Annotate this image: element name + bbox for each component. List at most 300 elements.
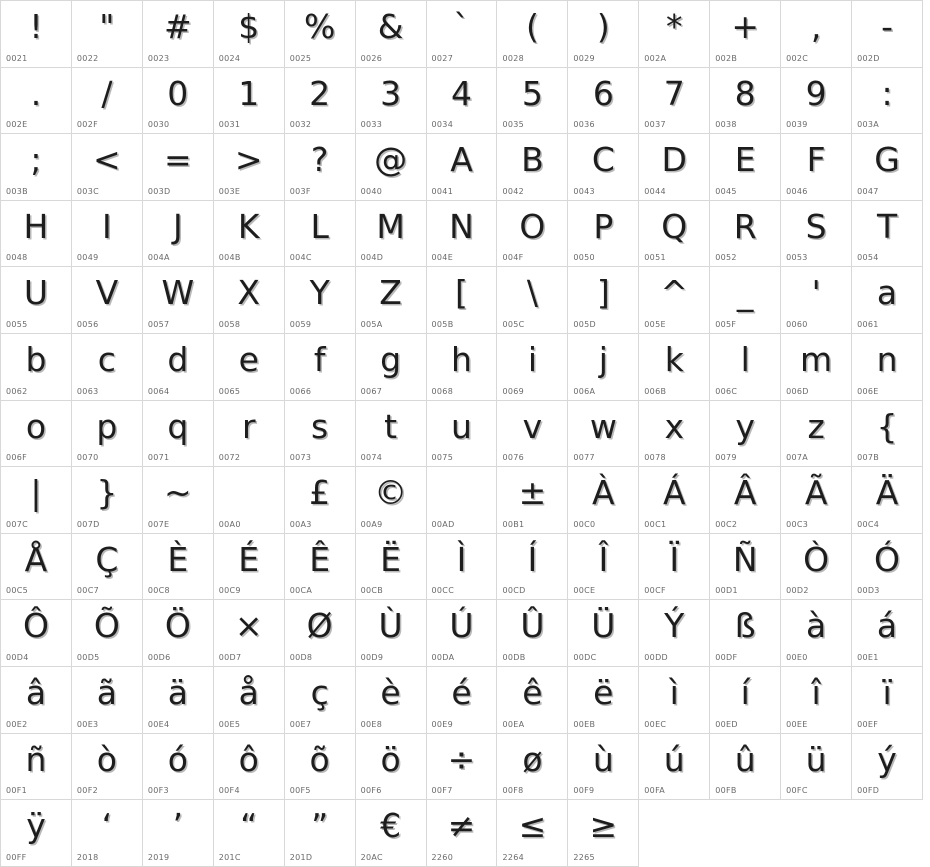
glyph-cell[interactable] (568, 401, 639, 468)
glyph-codepoint: 0030 (147, 120, 170, 130)
glyph-character: P (593, 206, 614, 246)
glyph-cell[interactable] (356, 68, 427, 135)
glyph-cell[interactable] (781, 68, 852, 135)
glyph-character: : (881, 73, 893, 113)
glyph-cell[interactable] (639, 600, 710, 667)
glyph-cell[interactable] (568, 467, 639, 534)
glyph-cell[interactable] (781, 467, 852, 534)
glyph-cell[interactable] (214, 467, 285, 534)
glyph-cell[interactable] (214, 401, 285, 468)
glyph-character: 4 (450, 73, 472, 113)
glyph-cell[interactable] (497, 334, 568, 401)
glyph-codepoint: 2264 (502, 852, 525, 862)
glyph-cell[interactable] (1, 800, 72, 867)
glyph-character: Ó (874, 539, 901, 579)
glyph-cell[interactable] (568, 201, 639, 268)
glyph-codepoint: 2019 (147, 852, 170, 862)
glyph-cell[interactable] (852, 734, 923, 801)
glyph-codepoint: 00D4 (6, 652, 29, 662)
glyph-cell[interactable] (781, 401, 852, 468)
glyph-cell[interactable] (852, 134, 923, 201)
glyph-cell[interactable] (427, 800, 498, 867)
glyph-cell[interactable] (852, 667, 923, 734)
glyph-cell[interactable] (72, 534, 143, 601)
glyph-cell[interactable] (1, 667, 72, 734)
glyph-cell[interactable] (710, 401, 781, 468)
glyph-cell[interactable] (356, 534, 427, 601)
glyph-codepoint: 20AC (360, 852, 383, 862)
glyph-character: 0 (167, 73, 189, 113)
glyph-codepoint: 00A3 (289, 519, 312, 529)
glyph-codepoint: 0075 (431, 453, 454, 463)
glyph-cell[interactable] (781, 134, 852, 201)
glyph-codepoint: 00E9 (431, 719, 454, 729)
glyph-cell[interactable] (710, 134, 781, 201)
glyph-codepoint: 0061 (857, 319, 879, 329)
glyph-codepoint: 00F5 (289, 786, 311, 796)
glyph-character: é (451, 672, 472, 712)
glyph-codepoint: 00C4 (857, 519, 880, 529)
glyph-cell[interactable] (568, 334, 639, 401)
glyph-codepoint: 00EA (502, 719, 525, 729)
glyph-codepoint: 00E7 (289, 719, 312, 729)
glyph-character: W (161, 273, 195, 313)
glyph-character: 3 (380, 73, 402, 113)
glyph-character: ± (518, 473, 547, 513)
glyph-cell[interactable] (497, 134, 568, 201)
glyph-cell[interactable] (710, 534, 781, 601)
glyph-character: { (876, 406, 898, 446)
glyph-codepoint: 005B (431, 319, 454, 329)
glyph-character: q (167, 406, 189, 446)
glyph-cell[interactable] (639, 467, 710, 534)
glyph-cell[interactable] (356, 1, 427, 68)
glyph-character: 5 (521, 73, 543, 113)
glyph-cell[interactable] (214, 1, 285, 68)
glyph-cell[interactable] (214, 600, 285, 667)
glyph-cell[interactable] (356, 267, 427, 334)
glyph-character: ß (734, 606, 756, 646)
glyph-cell[interactable] (214, 800, 285, 867)
glyph-cell[interactable] (427, 334, 498, 401)
glyph-cell[interactable] (427, 134, 498, 201)
glyph-character: b (25, 339, 47, 379)
glyph-cell[interactable] (639, 667, 710, 734)
glyph-cell[interactable] (781, 334, 852, 401)
glyph-cell[interactable] (356, 667, 427, 734)
glyph-codepoint: 00F8 (502, 786, 524, 796)
glyph-character: O (519, 206, 546, 246)
glyph-cell[interactable] (710, 667, 781, 734)
glyph-codepoint: 00D6 (147, 652, 171, 662)
glyph-cell[interactable] (1, 534, 72, 601)
glyph-character: T (876, 206, 898, 246)
glyph-codepoint: 0038 (715, 120, 737, 130)
glyph-cell[interactable] (143, 734, 214, 801)
glyph-cell[interactable] (143, 201, 214, 268)
glyph-character: $ (238, 7, 260, 46)
glyph-cell[interactable] (427, 667, 498, 734)
glyph-cell[interactable] (568, 534, 639, 601)
glyph-cell[interactable] (781, 734, 852, 801)
glyph-cell[interactable] (852, 267, 923, 334)
glyph-cell[interactable] (568, 267, 639, 334)
glyph-cell[interactable] (285, 734, 356, 801)
glyph-cell[interactable] (427, 734, 498, 801)
glyph-cell[interactable] (781, 600, 852, 667)
glyph-codepoint: 2265 (573, 852, 595, 862)
glyph-codepoint: 00C2 (715, 519, 738, 529)
glyph-cell[interactable] (285, 334, 356, 401)
glyph-character: G (874, 140, 900, 180)
glyph-codepoint: 00FA (644, 786, 666, 796)
glyph-cell[interactable] (214, 667, 285, 734)
glyph-codepoint: 00E4 (147, 719, 170, 729)
glyph-cell[interactable] (852, 334, 923, 401)
glyph-character: t (384, 406, 398, 446)
glyph-codepoint: 0021 (6, 53, 28, 63)
glyph-codepoint: 003F (289, 186, 311, 196)
glyph-cell[interactable] (710, 467, 781, 534)
glyph-codepoint: 00ED (715, 719, 738, 729)
glyph-cell[interactable] (1, 267, 72, 334)
glyph-character: Û (520, 606, 545, 646)
glyph-character: ã (96, 672, 117, 712)
glyph-codepoint: 002A (644, 53, 667, 63)
glyph-character: o (25, 406, 47, 446)
glyph-cell[interactable] (639, 68, 710, 135)
glyph-cell[interactable] (852, 534, 923, 601)
glyph-character: Â (733, 473, 757, 513)
glyph-codepoint: 004B (218, 253, 241, 263)
glyph-character: ~ (163, 473, 192, 513)
glyph-codepoint: 00CD (502, 586, 526, 596)
glyph-codepoint: 0054 (857, 253, 879, 263)
glyph-character: V (95, 273, 119, 313)
glyph-cell[interactable] (427, 68, 498, 135)
glyph-cell[interactable] (143, 1, 214, 68)
glyph-character: Á (662, 473, 686, 513)
glyph-cell[interactable] (497, 734, 568, 801)
glyph-character: õ (309, 739, 330, 779)
glyph-cell[interactable] (143, 600, 214, 667)
glyph-codepoint: 0047 (857, 186, 879, 196)
glyph-cell[interactable] (639, 334, 710, 401)
glyph-cell[interactable] (852, 1, 923, 68)
glyph-cell[interactable] (781, 1, 852, 68)
glyph-character: m (800, 339, 833, 379)
glyph-cell[interactable] (710, 1, 781, 68)
glyph-codepoint: 00A9 (360, 519, 383, 529)
glyph-character: " (99, 7, 115, 46)
glyph-codepoint: 0022 (76, 53, 99, 63)
glyph-character: 9 (805, 73, 827, 113)
glyph-cell[interactable] (356, 201, 427, 268)
glyph-cell[interactable] (214, 201, 285, 268)
glyph-cell[interactable] (852, 467, 923, 534)
glyph-character: L (310, 206, 329, 246)
glyph-cell[interactable] (356, 800, 427, 867)
glyph-cell[interactable] (852, 401, 923, 468)
glyph-codepoint: 007B (857, 453, 880, 463)
glyph-cell[interactable] (143, 68, 214, 135)
glyph-codepoint: 0034 (431, 120, 454, 130)
glyph-character: ÷ (447, 739, 476, 779)
glyph-cell[interactable] (497, 1, 568, 68)
glyph-cell[interactable] (639, 1, 710, 68)
glyph-cell[interactable] (1, 467, 72, 534)
glyph-cell[interactable] (497, 800, 568, 867)
glyph-codepoint: 00CA (289, 586, 313, 596)
glyph-cell[interactable] (285, 201, 356, 268)
glyph-codepoint: 00D2 (786, 586, 809, 596)
glyph-cell[interactable] (497, 667, 568, 734)
glyph-cell[interactable] (214, 267, 285, 334)
glyph-cell[interactable] (497, 600, 568, 667)
glyph-cell[interactable] (1, 734, 72, 801)
glyph-codepoint: 00E5 (218, 719, 241, 729)
glyph-cell[interactable] (427, 401, 498, 468)
glyph-codepoint: 006D (786, 386, 809, 396)
glyph-character: | (30, 473, 42, 513)
glyph-codepoint: 00DD (644, 652, 668, 662)
glyph-cell[interactable] (1, 1, 72, 68)
glyph-character: e (238, 339, 259, 379)
glyph-cell[interactable] (497, 267, 568, 334)
glyph-cell[interactable] (497, 467, 568, 534)
glyph-cell[interactable] (72, 467, 143, 534)
glyph-character: 6 (592, 73, 614, 113)
glyph-character: Ò (803, 539, 830, 579)
glyph-cell[interactable] (1, 201, 72, 268)
glyph-cell[interactable] (427, 534, 498, 601)
glyph-cell[interactable] (568, 1, 639, 68)
glyph-cell[interactable] (568, 68, 639, 135)
glyph-cell[interactable] (781, 201, 852, 268)
glyph-cell[interactable] (639, 134, 710, 201)
glyph-cell[interactable] (710, 334, 781, 401)
glyph-character: Q (661, 206, 688, 246)
glyph-cell[interactable] (143, 401, 214, 468)
glyph-cell[interactable] (497, 68, 568, 135)
glyph-character: 7 (663, 73, 685, 113)
glyph-cell[interactable] (72, 201, 143, 268)
glyph-cell[interactable] (427, 201, 498, 268)
glyph-cell[interactable] (427, 600, 498, 667)
glyph-codepoint: 0026 (360, 53, 383, 63)
glyph-cell[interactable] (568, 667, 639, 734)
glyph-cell[interactable] (639, 201, 710, 268)
glyph-character: F (806, 140, 826, 180)
glyph-codepoint: 005F (715, 319, 737, 329)
glyph-cell[interactable] (143, 800, 214, 867)
glyph-cell[interactable] (568, 734, 639, 801)
glyph-cell[interactable] (72, 1, 143, 68)
glyph-character: h (451, 339, 472, 379)
glyph-character: Ü (591, 606, 616, 646)
glyph-cell[interactable] (710, 201, 781, 268)
glyph-character: ; (30, 140, 42, 180)
glyph-character: Å (24, 539, 48, 579)
glyph-character: ” (311, 806, 329, 846)
glyph-cell[interactable] (143, 667, 214, 734)
glyph-cell[interactable] (72, 667, 143, 734)
glyph-codepoint: 0067 (360, 386, 383, 396)
glyph-codepoint: 0041 (431, 186, 454, 196)
glyph-cell[interactable] (427, 1, 498, 68)
glyph-cell[interactable] (214, 734, 285, 801)
glyph-cell[interactable] (285, 68, 356, 135)
glyph-character: 1 (238, 73, 260, 113)
glyph-character: ù (592, 739, 614, 779)
glyph-cell[interactable] (497, 401, 568, 468)
glyph-cell[interactable] (72, 401, 143, 468)
glyph-codepoint: 003C (76, 186, 99, 196)
glyph-cell[interactable] (356, 467, 427, 534)
glyph-cell[interactable] (72, 334, 143, 401)
glyph-cell[interactable] (285, 800, 356, 867)
glyph-codepoint: 201D (289, 852, 313, 862)
glyph-cell[interactable] (568, 134, 639, 201)
glyph-cell[interactable] (72, 800, 143, 867)
glyph-cell[interactable] (214, 534, 285, 601)
glyph-cell[interactable] (781, 667, 852, 734)
glyph-codepoint: 0031 (218, 120, 241, 130)
glyph-cell[interactable] (1, 334, 72, 401)
glyph-codepoint: 00F4 (218, 786, 240, 796)
glyph-codepoint: 00C5 (6, 586, 29, 596)
glyph-character: c (97, 339, 116, 379)
glyph-cell[interactable] (710, 600, 781, 667)
glyph-character: E (734, 140, 756, 180)
glyph-cell[interactable] (285, 467, 356, 534)
glyph-codepoint: 003A (857, 120, 880, 130)
glyph-codepoint: 00F1 (6, 786, 28, 796)
glyph-codepoint: 0053 (786, 253, 808, 263)
glyph-character: Ç (95, 539, 119, 579)
glyph-cell[interactable] (781, 267, 852, 334)
glyph-codepoint: 00DC (573, 652, 597, 662)
glyph-character: M (376, 206, 405, 246)
glyph-cell[interactable] (1, 68, 72, 135)
glyph-cell[interactable] (1, 600, 72, 667)
glyph-codepoint: 0068 (431, 386, 454, 396)
glyph-codepoint: 0052 (715, 253, 737, 263)
glyph-codepoint: 004C (289, 253, 312, 263)
glyph-cell[interactable] (214, 134, 285, 201)
glyph-cell[interactable] (852, 68, 923, 135)
glyph-character: ê (522, 672, 543, 712)
glyph-cell[interactable] (427, 267, 498, 334)
glyph-cell[interactable] (781, 534, 852, 601)
glyph-codepoint: 00FB (715, 786, 737, 796)
glyph-cell[interactable] (356, 600, 427, 667)
glyph-cell[interactable] (72, 68, 143, 135)
glyph-cell[interactable] (356, 134, 427, 201)
glyph-cell[interactable] (710, 68, 781, 135)
glyph-character: _ (736, 273, 754, 313)
glyph-cell[interactable] (568, 800, 639, 867)
glyph-cell[interactable] (497, 534, 568, 601)
glyph-cell[interactable] (639, 401, 710, 468)
glyph-cell[interactable] (214, 68, 285, 135)
glyph-character: X (237, 273, 261, 313)
glyph-codepoint: 0058 (218, 319, 241, 329)
glyph-character: z (807, 406, 825, 446)
glyph-codepoint: 0051 (644, 253, 666, 263)
glyph-character: Ì (456, 539, 467, 579)
glyph-codepoint: 0064 (147, 386, 170, 396)
glyph-codepoint: 004F (502, 253, 524, 263)
glyph-cell[interactable] (710, 267, 781, 334)
glyph-character (427, 473, 497, 513)
glyph-cell[interactable] (143, 134, 214, 201)
glyph-character: w (589, 406, 617, 446)
glyph-cell[interactable] (639, 267, 710, 334)
glyph-cell[interactable] (497, 201, 568, 268)
glyph-cell[interactable] (285, 534, 356, 601)
glyph-cell[interactable] (72, 267, 143, 334)
glyph-character: % (303, 7, 336, 46)
glyph-codepoint: 007E (147, 519, 170, 529)
glyph-cell[interactable] (852, 201, 923, 268)
glyph-codepoint: 006C (715, 386, 738, 396)
glyph-cell[interactable] (639, 734, 710, 801)
glyph-cell[interactable] (285, 267, 356, 334)
glyph-codepoint: 0078 (644, 453, 666, 463)
glyph-codepoint: 00FC (786, 786, 808, 796)
glyph-cell[interactable] (710, 734, 781, 801)
glyph-character: Ù (378, 606, 403, 646)
glyph-cell[interactable] (143, 267, 214, 334)
glyph-cell[interactable] (852, 600, 923, 667)
glyph-codepoint: 2260 (431, 852, 454, 862)
glyph-cell[interactable] (285, 134, 356, 201)
glyph-cell[interactable] (72, 600, 143, 667)
glyph-cell[interactable] (285, 600, 356, 667)
glyph-cell[interactable] (143, 534, 214, 601)
glyph-cell[interactable] (143, 334, 214, 401)
glyph-cell[interactable] (356, 334, 427, 401)
glyph-character: å (238, 672, 259, 712)
glyph-codepoint: 0036 (573, 120, 595, 130)
glyph-cell[interactable] (356, 734, 427, 801)
glyph-character: ’ (172, 806, 184, 846)
glyph-character: Ø (306, 606, 333, 646)
glyph-cell[interactable] (1, 134, 72, 201)
glyph-cell[interactable] (356, 401, 427, 468)
glyph-codepoint: 006B (644, 386, 667, 396)
glyph-cell[interactable] (1, 401, 72, 468)
glyph-cell[interactable] (285, 667, 356, 734)
glyph-character: R (733, 206, 757, 246)
glyph-cell[interactable] (72, 134, 143, 201)
glyph-codepoint: 002E (6, 120, 28, 130)
glyph-cell[interactable] (427, 467, 498, 534)
glyph-cell[interactable] (143, 467, 214, 534)
glyph-cell[interactable] (214, 334, 285, 401)
glyph-cell[interactable] (568, 600, 639, 667)
glyph-character: ≥ (589, 806, 618, 846)
glyph-character: ≤ (518, 806, 547, 846)
glyph-cell[interactable] (285, 401, 356, 468)
glyph-cell[interactable] (639, 534, 710, 601)
glyph-codepoint: 002B (715, 53, 738, 63)
glyph-character: l (740, 339, 750, 379)
glyph-cell[interactable] (285, 1, 356, 68)
glyph-character: Ê (309, 539, 331, 579)
glyph-cell[interactable] (72, 734, 143, 801)
